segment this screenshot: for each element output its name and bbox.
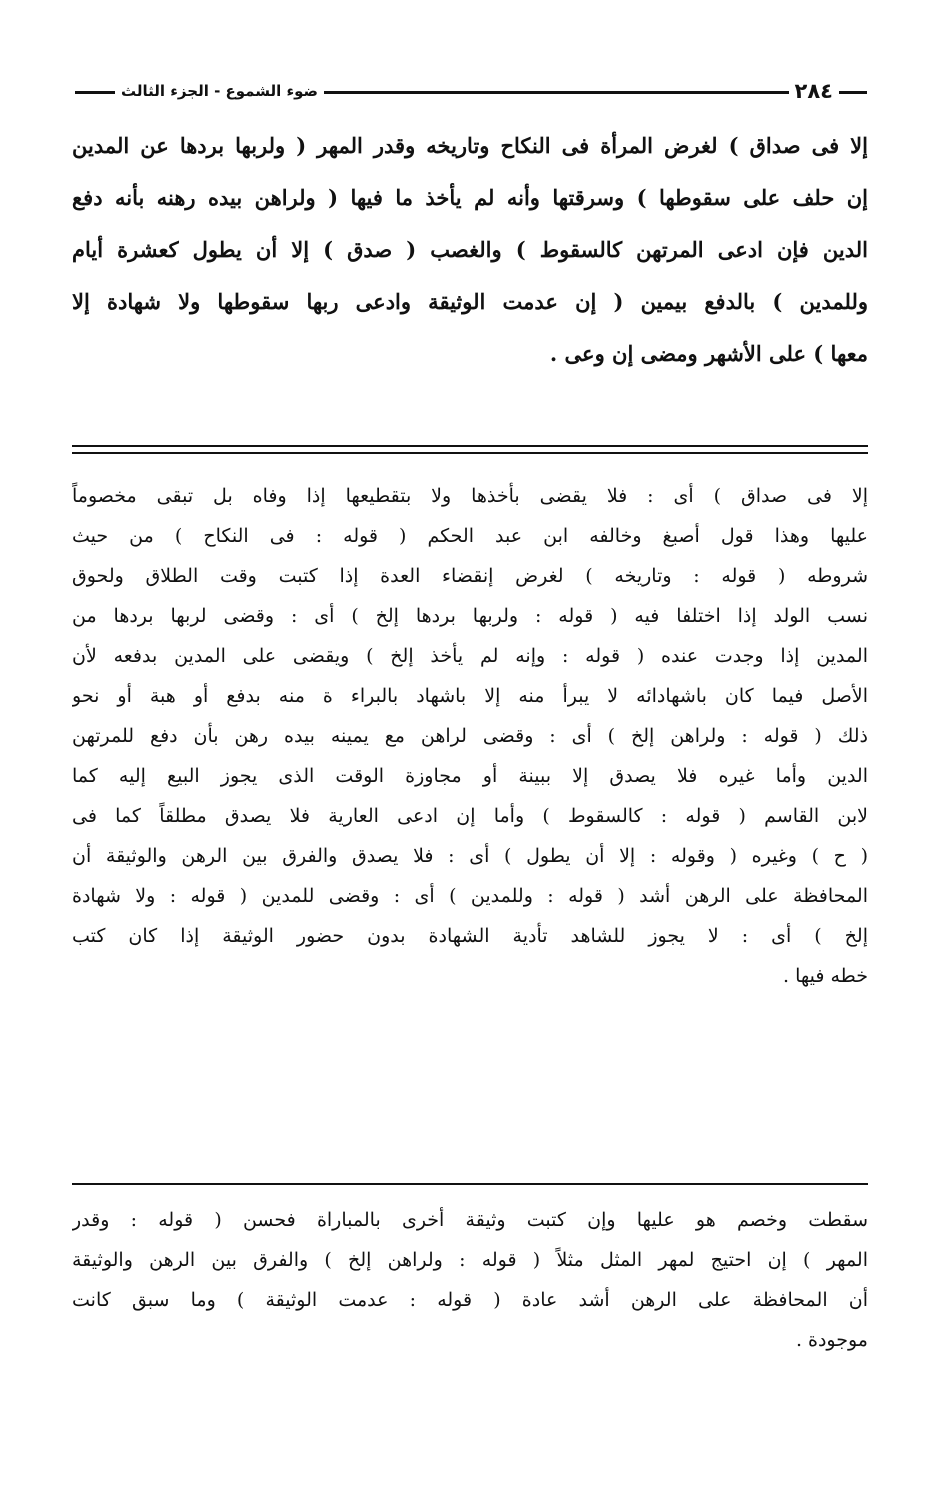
commentary-line: إلا فى صداق ) أى : فلا يقضى بأخذها ولا بتقطيعها إذا وفاه بل تبقى مخصوماً [72, 485, 868, 507]
commentary-line: شروطه ( قوله : وتاريخه ) لغرض إنقضاء العدة إذا كتبت وقت الطلاق ولحوق [72, 565, 868, 587]
main-text [72, 120, 868, 380]
main-text-line: إلا فى صداق ) لغرض المرأة فى النكاح وتاريخه وقدر المهر ( ولربها بردها عن المدين [72, 133, 868, 158]
commentary-line: الأصل فيما كان باشهادائه لا يبرأ منه إلا باشهاد بالبراء ة منه بدفع أو هبة أو نحو [72, 685, 868, 707]
page-header [75, 78, 867, 104]
section-double-rule [72, 445, 868, 454]
commentary-line: خطه فيها . [783, 965, 868, 987]
footnote-line: المهر ) إن احتيج لمهر المثل مثلاً ( قوله : ولراهن إلخ ) والفرق بين الرهن والوثيقة [72, 1249, 868, 1271]
footnote-rule [72, 1183, 868, 1185]
page-number: ٢٨٤ [789, 78, 839, 104]
commentary-line: إلخ ) أى : لا يجوز للشاهد تأدية الشهادة بدون حضور الوثيقة إذا كان كتب [72, 925, 868, 947]
commentary-line: ذلك ( قوله : ولراهن إلخ ) أى : وقضى لراهن مع يمينه بيده رهن بأن دفع للمرتهن [72, 725, 868, 747]
commentary-line: عليها وهذا قول أصبغ وخالفه ابن عبد الحكم ( قوله : فى النكاح ) من حيث [72, 525, 868, 547]
main-text-line: معها ) على الأشهر ومضى إن وعى . [549, 341, 868, 366]
commentary-line: المحافظة على الرهن أشد ( قوله : وللمدين ) أى : وقضى للمدين ( قوله : ولا شهادة [72, 885, 868, 907]
main-text-line: إن حلف على سقوطها ) وسرقتها وأنه لم يأخذ ما فيها ( ولراهن بيده رهنه بأنه دفع [72, 185, 868, 210]
commentary-text [72, 476, 868, 996]
commentary-line: الدين وأما غيره فلا يصدق إلا ببينة أو مجاوزة الوقت الذى يجوز البيع إليه كما [72, 765, 868, 787]
main-text-line: وللمدين ) بالدفع بيمين ( إن عدمت الوثيقة وادعى ربها سقوطها ولا شهادة إلا [72, 289, 868, 314]
commentary-line: نسب الولد إذا اختلفا فيه ( قوله : ولربها بردها إلخ ) أى : وقضى لربها بردها من [72, 605, 868, 627]
commentary-line: المدين إذا وجدت عنده ( قوله : وإنه لم يأخذ إلخ ) ويقضى على المدين بدفعه لأن [72, 645, 868, 667]
main-text-line: الدين فإن ادعى المرتهن كالسقوط ) والغصب ( صدق ) إلا أن يطول كعشرة أيام [72, 237, 868, 262]
commentary-line: لابن القاسم ( قوله : كالسقوط ) وأما إن ادعى العارية فلا يصدق مطلقاً كما فى [72, 805, 868, 827]
footnote-line: موجودة . [795, 1329, 868, 1351]
footnote-text [72, 1200, 868, 1360]
footnote-line: سقطت وخصم هو عليها وإن كتبت وثيقة أخرى بالمباراة فحسن ( قوله : وقدر [72, 1209, 868, 1231]
footnote-line: أن المحافظة على الرهن أشد عادة ( قوله : عدمت الوثيقة ) وما سبق كانت [72, 1289, 868, 1311]
commentary-line: ( ح ) وغيره ( وقوله : إلا أن يطول ) أى : فلا يصدق والفرق بين الرهن والوثيقة أن [72, 845, 868, 867]
running-title: ضوء الشموع - الجزء الثالث [115, 78, 324, 104]
